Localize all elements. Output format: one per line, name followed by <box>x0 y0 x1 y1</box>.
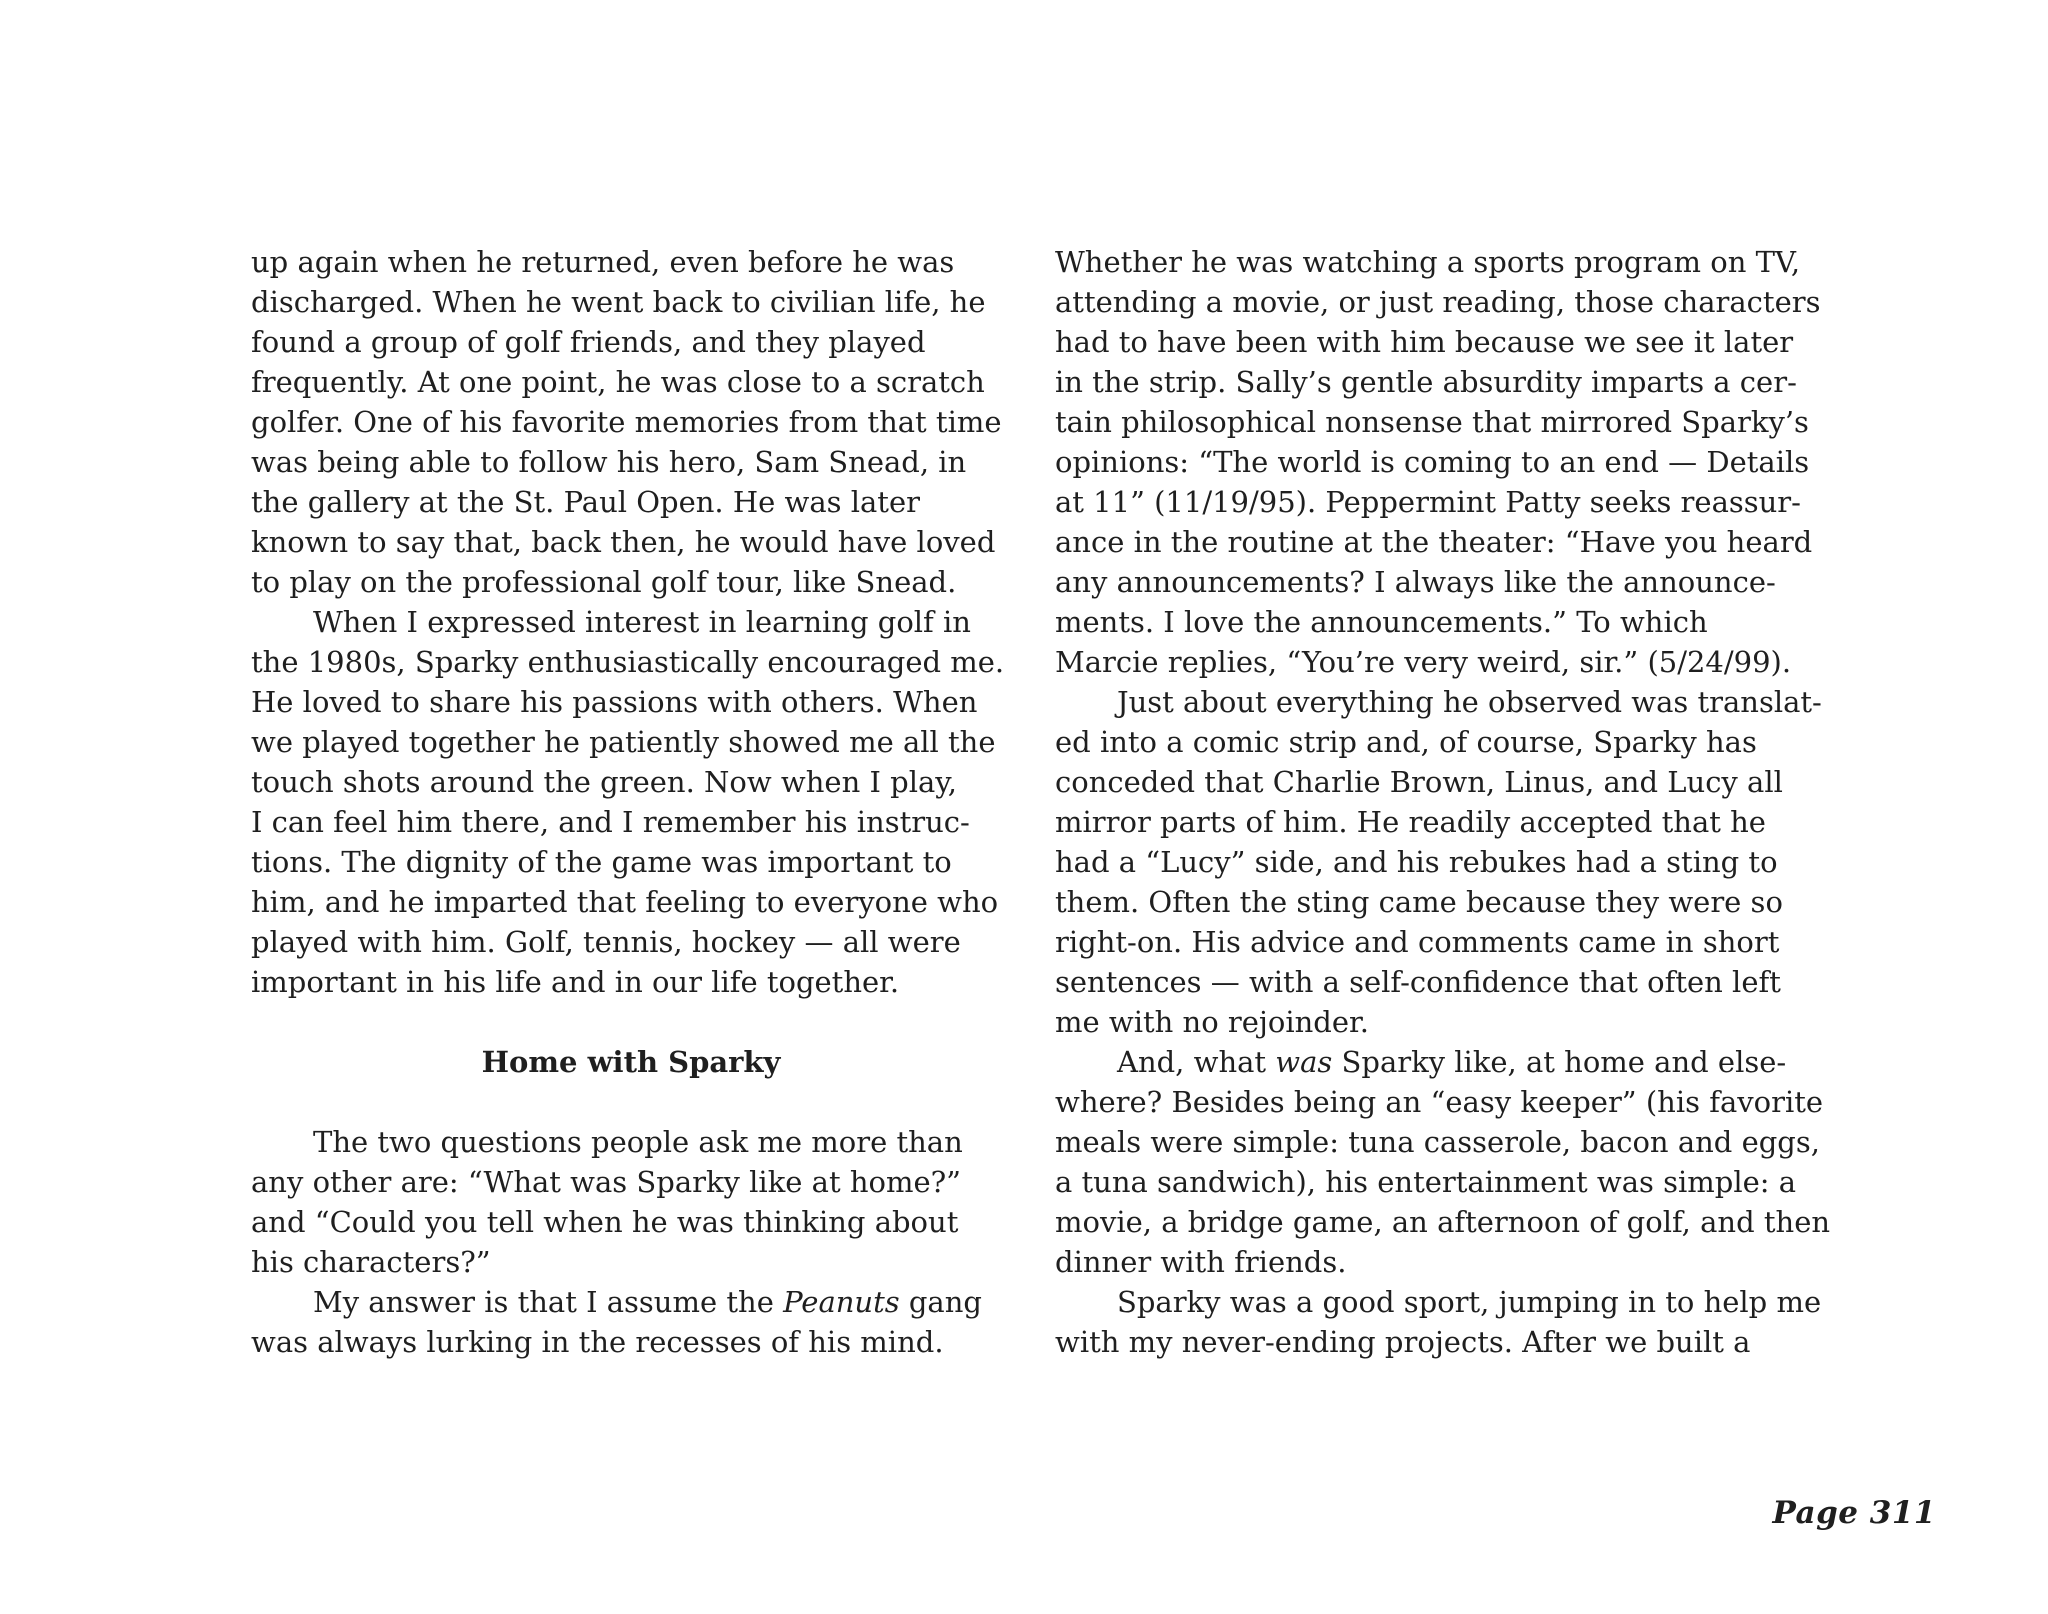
body-line: tions. The dignity of the game was important to <box>251 845 952 879</box>
body-line: The two questions people ask me more than <box>313 1125 963 1159</box>
book-title: Peanuts <box>783 1285 900 1319</box>
body-line: frequently. At one point, he was close to a scratch <box>251 365 985 399</box>
body-line: Sparky was a good sport, jumping in to help me <box>1117 1285 1822 1319</box>
body-line: golfer. One of his favorite memories from that time <box>251 405 1002 439</box>
body-line: at 11” (11/19/95). Peppermint Patty seeks reassur- <box>1055 485 1801 519</box>
right-column <box>1055 242 1831 1362</box>
body-line: ed into a comic strip and, of course, Sparky has <box>1055 725 1757 759</box>
text-run: Sparky like, at home and else- <box>1332 1045 1787 1079</box>
body-line: with my never-ending projects. After we built a <box>1055 1325 1751 1359</box>
left-column <box>251 242 1011 1362</box>
body-line: them. Often the sting came because they were so <box>1055 885 1783 919</box>
body-line: known to say that, back then, he would have loved <box>251 525 996 559</box>
body-line: opinions: “The world is coming to an end — Details <box>1055 445 1810 479</box>
body-line: conceded that Charlie Brown, Linus, and Lucy all <box>1055 765 1783 799</box>
body-line: important in his life and in our life together. <box>251 965 900 999</box>
body-line: Whether he was watching a sports program on TV, <box>1055 245 1801 279</box>
section-heading: Home with Sparky <box>481 1045 781 1079</box>
spacer <box>251 1082 1011 1122</box>
body-line: in the strip. Sally’s gentle absurdity imparts a cer- <box>1055 365 1797 399</box>
body-line: meals were simple: tuna casserole, bacon and eggs, <box>1055 1125 1820 1159</box>
body-line: tain philosophical nonsense that mirrored Sparky’s <box>1055 405 1809 439</box>
body-line: When I expressed interest in learning golf in <box>313 605 971 639</box>
body-line: movie, a bridge game, an afternoon of golf, and then <box>1055 1205 1831 1239</box>
body-line: dinner with friends. <box>1055 1245 1347 1279</box>
body-line: up again when he returned, even before he was <box>251 245 955 279</box>
body-line: He loved to share his passions with others. When <box>251 685 978 719</box>
body-line: played with him. Golf, tennis, hockey — all were <box>251 925 961 959</box>
body-line: the 1980s, Sparky enthusiastically encouraged me. <box>251 645 1005 679</box>
body-line: me with no rejoinder. <box>1055 1005 1369 1039</box>
text-run: And, what <box>1117 1045 1276 1079</box>
body-line: him, and he imparted that feeling to everyone who <box>251 885 999 919</box>
body-line: discharged. When he went back to civilian life, he <box>251 285 986 319</box>
spacer <box>251 1002 1011 1042</box>
emphasis-text: was <box>1275 1045 1333 1079</box>
body-line <box>1055 1042 1815 1082</box>
body-line: we played together he patiently showed me all the <box>251 725 996 759</box>
body-line: Just about everything he observed was translat- <box>1117 685 1822 719</box>
body-line: had to have been with him because we see it later <box>1055 325 1794 359</box>
body-line: to play on the professional golf tour, like Snead. <box>251 565 957 599</box>
body-line: mirror parts of him. He readily accepted that he <box>1055 805 1766 839</box>
body-line: Marcie replies, “You’re very weird, sir.” (5/24/99). <box>1055 645 1792 679</box>
page-number: Page 311 <box>1772 1495 1936 1531</box>
body-line: any announcements? I always like the announce- <box>1055 565 1776 599</box>
body-line: the gallery at the St. Paul Open. He was later <box>251 485 920 519</box>
body-line: was being able to follow his hero, Sam Snead, in <box>251 445 967 479</box>
body-line: right-on. His advice and comments came in short <box>1055 925 1780 959</box>
body-line: found a group of golf friends, and they played <box>251 325 926 359</box>
text-run: My answer is that I assume the <box>313 1285 784 1319</box>
body-line: was always lurking in the recesses of his mind. <box>251 1325 944 1359</box>
body-line: attending a movie, or just reading, those characters <box>1055 285 1821 319</box>
body-line: any other are: “What was Sparky like at home?” <box>251 1165 961 1199</box>
body-line: ance in the routine at the theater: “Have you heard <box>1055 525 1813 559</box>
body-line: had a “Lucy” side, and his rebukes had a sting to <box>1055 845 1778 879</box>
body-line <box>251 1282 1011 1322</box>
body-line: a tuna sandwich), his entertainment was simple: a <box>1055 1165 1797 1199</box>
body-line: I can feel him there, and I remember his instruc- <box>251 805 970 839</box>
text-run: gang <box>899 1285 982 1319</box>
body-line: ments. I love the announcements.” To which <box>1055 605 1708 639</box>
body-line: and “Could you tell when he was thinking about <box>251 1205 959 1239</box>
body-line: sentences — with a self-confidence that often left <box>1055 965 1781 999</box>
body-line: where? Besides being an “easy keeper” (his favorite <box>1055 1085 1824 1119</box>
body-line: touch shots around the green. Now when I play, <box>251 765 958 799</box>
body-line: his characters?” <box>251 1245 491 1279</box>
